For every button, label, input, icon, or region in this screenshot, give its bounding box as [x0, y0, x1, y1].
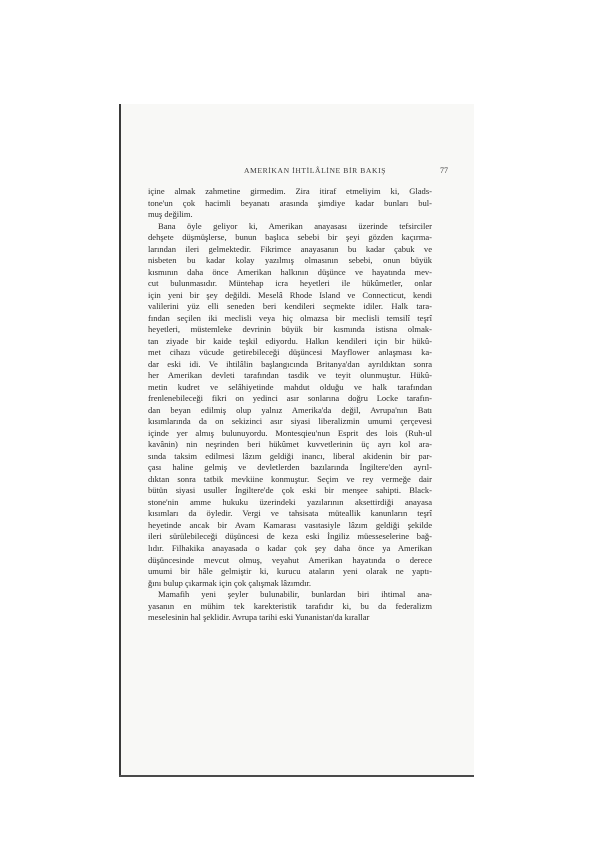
scan-bottom-edge [119, 775, 474, 777]
text-line: bütün siyasi usuller İngiltere'de çok eski bir menşee sahipti. Black- [148, 485, 432, 496]
text-line: ğını bulup çıkarmak için çok çalışmak lâzımdır. [148, 577, 312, 588]
text-line: için yeni bir şey değildi. Meselâ Rhode Island ve Connecticut, kendi [148, 289, 432, 300]
page-number: 77 [440, 166, 448, 175]
paragraph [148, 589, 432, 624]
paragraph [148, 186, 432, 221]
text-line: dan beyan edilmiş olup yalnız Amerika'da değil, Avrupa'nın Batı [148, 404, 432, 415]
text-line: kısımlarında da on sekizinci asır siyasi liberalizmin umumi çerçevesi [148, 416, 432, 427]
text-line: çası haline gelmiş ve devletlerden bazılarında İngiltere'den ayrıl- [148, 462, 432, 473]
text-line: tan ziyade bir kaide teşkil ediyordu. Halkın kendileri için bir hükû- [148, 335, 432, 346]
text-line: met cihazı vücude getirebileceği düşüncesi Mayflower anlaşması ka- [148, 347, 432, 358]
text-line: kısmının daha önce Amerikan halkının düşünce ve hayatında mev- [148, 266, 432, 277]
text-line: dehşete düşmüşlerse, bunun başlıca sebebi bir şeyi gözden kaçırma- [148, 232, 432, 243]
text-line: Bana öyle geliyor ki, Amerikan anayasası üzerinde tefsirciler [158, 220, 432, 231]
text-line: her Amerikan devleti tarafından tasdik ve teyit olunmuştur. Hükû- [148, 370, 432, 381]
text-line: sında taksim edilmesi lâzım geldiği inancı, liberal akidenin bir par- [148, 450, 432, 461]
text-line: fından seçilen iki meclisli veya hiç olmazsa bir meclisli temsilî teşrî [148, 312, 432, 323]
scan-left-edge [119, 104, 121, 776]
text-line: yasanın en mühim tek karekteristik tarafıdır ki, bu da federalizm [148, 600, 432, 611]
text-line: larından ileri gelmektedir. Fikrimce anayasanın bu kadar çabuk ve [148, 243, 432, 254]
text-line: cut bulunmasıdır. Müntehap icra heyetleri ile hükûmetler, onlar [148, 278, 432, 289]
text-line: meselesinin hal şeklidir. Avrupa tarihi eski Yunanistan'da kırallar [148, 612, 370, 623]
text-line: düşüncesinde mevcut olmuş, veyahut Amerikan hayatında o derece [148, 554, 432, 565]
text-line: metin kudret ve selâhiyetinde mahdut olduğu ve halk tarafından [148, 381, 432, 392]
text-line: frenlenebileceği fikri on yedinci asır sonlarına doğru Locke tarafın- [148, 393, 432, 404]
text-line: heyetleri, müstemleke devrinin büyük bir kısmında istisna olmak- [148, 324, 432, 335]
running-head: AMERİKAN İHTİLÂLİNE BİR BAKIŞ [243, 166, 387, 175]
text-line: stone'nin amme hukuku üzerindeki yazılarının aksettirdiği anayasa [148, 496, 432, 507]
text-line: dıktan sonra tatbik mevkiine konmuştur. Seçim ve rey vermeğe dair [148, 473, 432, 484]
body-text [148, 186, 432, 624]
paragraph [148, 221, 432, 590]
text-line: içine almak zahmetine girmedim. Zira itiraf etmeliyim ki, Glads- [148, 186, 432, 196]
text-line: dar eski idi. Ve ihtilâlin başlangıcında Britanya'dan ayrıldıktan sonra [148, 358, 432, 369]
text-line: valilerini yüz elli seneden beri kendileri seçmekte idiler. Halk tara- [148, 301, 432, 312]
text-line: içinde yer almış bulunuyordu. Montesqieu'nun Esprit des lois (Ruh-ul [148, 427, 432, 438]
text-line: umumi bir hâle gelmiştir ki, kurucu ataların yeni olarak ne yaptı- [148, 566, 432, 577]
text-line: kısımları da öyledir. Vergi ve tahsisata müteallik kanunların teşrî [148, 508, 432, 519]
text-line: muş değilim. [148, 209, 193, 220]
text-line: kavânin) nin neşrinden beri hükûmet kuvvetlerinin üç ayrı kol ara- [148, 439, 432, 450]
text-line: lıdır. Filhakika anayasada o kadar çok şey daha önce ya Amerikan [148, 542, 432, 553]
text-line: ileri sürülebileceği düşüncesi de keza eski İngiliz müesseselerine bağ- [148, 531, 432, 542]
text-line: tone'un çok hacimli beyanatı arasında şimdiye kadar bunları bul- [148, 197, 432, 208]
text-line: Mamafih yeni şeyler bulunabilir, bunlardan biri ihtimal ana- [158, 589, 432, 600]
text-line: nisbeten bu kadar kolay yazılmış olmasının sebebi, onun büyük [148, 255, 432, 266]
text-line: heyetinde ancak bir Avam Kamarası vasıtasiyle lâzım geldiği şekilde [148, 519, 432, 530]
